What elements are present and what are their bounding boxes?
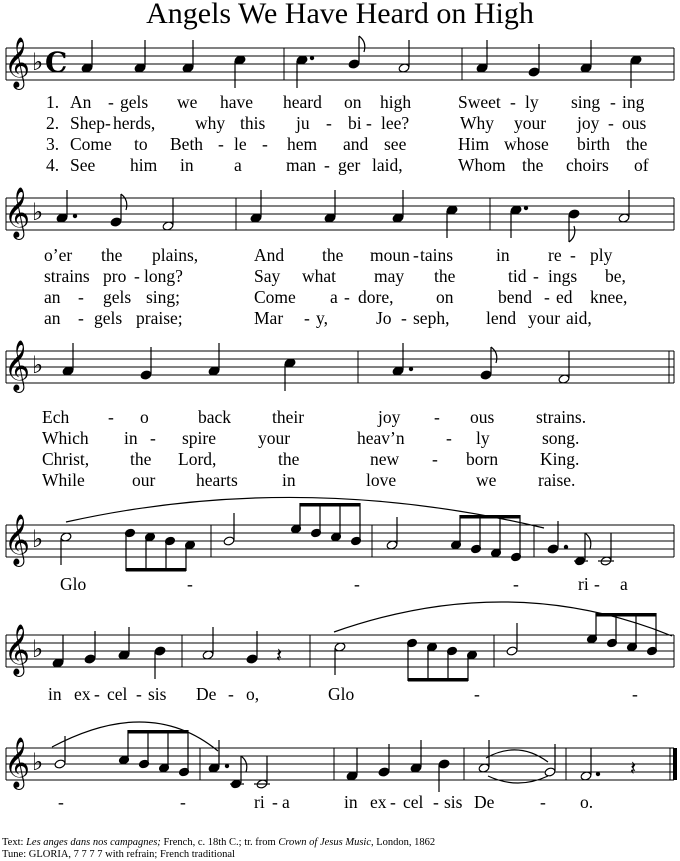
- lyric-syllable: new: [370, 449, 400, 469]
- lyrics-system-5: [48, 684, 638, 704]
- lyric-syllable: Whom: [458, 155, 506, 175]
- lyric-syllable: -: [544, 287, 550, 307]
- lyric-syllable: -: [594, 574, 600, 594]
- staff-system-6: [6, 748, 677, 780]
- lyric-syllable: -: [262, 134, 268, 154]
- lyric-syllable: -: [134, 266, 140, 286]
- lyric-syllable: whose: [504, 134, 549, 154]
- lyric-syllable: ed: [556, 287, 573, 307]
- lyric-syllable: tains: [420, 245, 454, 265]
- lyric-syllable: your: [514, 113, 547, 133]
- lyric-syllable: an: [44, 287, 61, 307]
- lyric-syllable: -: [304, 308, 310, 328]
- lyric-syllable: pro: [103, 266, 127, 286]
- lyric-syllable: -: [366, 113, 372, 133]
- lyric-syllable: dore,: [358, 287, 394, 307]
- lyric-syllable: a: [620, 574, 628, 594]
- lyric-syllable: the: [322, 245, 344, 265]
- lyric-syllable: ri: [578, 574, 589, 594]
- text-credit: [2, 837, 435, 849]
- tune-credit: Tune: GLORIA, 7 7 7 7 with refrain; French traditional: [2, 849, 235, 860]
- lyric-syllable: in: [496, 245, 510, 265]
- lyric-syllable: ous: [470, 407, 495, 427]
- lyric-syllable: -: [510, 92, 516, 112]
- lyric-syllable: o’er: [44, 245, 73, 265]
- lyric-syllable: this: [240, 113, 266, 133]
- lyric-syllable: y,: [316, 308, 328, 328]
- lyric-syllable: De: [196, 684, 217, 704]
- lyric-syllable: hem: [287, 134, 318, 154]
- lyric-syllable: bend: [498, 287, 533, 307]
- lyric-syllable: ly: [525, 92, 539, 112]
- lyric-syllable: ous: [622, 113, 647, 133]
- lyric-syllable: we: [177, 92, 198, 112]
- lyric-syllable: spire: [182, 428, 217, 448]
- lyric-syllable: high: [380, 92, 412, 112]
- lyric-syllable: plains,: [152, 245, 199, 265]
- quarter-rest-icon: 𝄽: [276, 643, 283, 667]
- lyric-syllable: Glo: [60, 574, 87, 594]
- flat-sign-icon: ♭: [32, 748, 44, 776]
- lyric-syllable: lee?: [381, 113, 410, 133]
- slur: [66, 497, 544, 528]
- lyric-syllable: a: [330, 287, 338, 307]
- lyric-syllable: gels: [120, 92, 149, 112]
- lyric-syllable: tid: [508, 266, 527, 286]
- treble-clef-icon: 𝄞: [4, 37, 31, 88]
- verse-number: 3.: [46, 134, 60, 154]
- verse-number: 2.: [46, 113, 60, 133]
- lyric-syllable: -: [401, 308, 407, 328]
- lyric-syllable: in: [344, 792, 358, 812]
- lyric-syllable: choirs: [566, 155, 609, 175]
- lyric-syllable: -: [446, 428, 452, 448]
- flat-sign-icon: ♭: [32, 635, 44, 663]
- lyric-syllable: praise;: [136, 308, 183, 328]
- lyric-syllable: -: [228, 684, 234, 704]
- lyric-syllable: -: [94, 684, 100, 704]
- lyrics-system-2: [44, 245, 627, 328]
- lyric-syllable: -: [433, 792, 439, 812]
- slur: [52, 722, 218, 751]
- lyric-syllable: See: [70, 155, 96, 175]
- lyric-syllable: heav’n: [357, 428, 405, 448]
- lyrics-system-4: [60, 574, 628, 594]
- lyric-syllable: birth: [577, 134, 611, 154]
- lyric-syllable: Him: [458, 134, 490, 154]
- lyric-syllable: on: [344, 92, 362, 112]
- lyric-syllable: -: [432, 449, 438, 469]
- lyric-syllable: And: [254, 245, 285, 265]
- lyric-syllable: -: [390, 792, 396, 812]
- lyric-syllable: born: [466, 449, 499, 469]
- lyric-syllable: sis: [148, 684, 167, 704]
- lyric-syllable: may: [374, 266, 405, 286]
- lyric-syllable: Ech: [42, 407, 70, 427]
- lyric-syllable: -: [610, 92, 616, 112]
- lyric-syllable: -: [570, 245, 576, 265]
- lyric-syllable: le: [234, 134, 247, 154]
- lyric-syllable: -: [150, 428, 156, 448]
- lyric-syllable: -: [272, 792, 278, 812]
- lyric-syllable: long?: [144, 266, 183, 286]
- lyric-syllable: ger: [338, 155, 361, 175]
- slur: [334, 602, 672, 636]
- lyric-syllable: -: [108, 92, 114, 112]
- hymn-title: Angels We Have Heard on High: [146, 0, 534, 30]
- treble-clef-icon: 𝄞: [4, 737, 31, 788]
- credits: [2, 837, 435, 861]
- lyric-syllable: of: [634, 155, 649, 175]
- lyric-syllable: o: [140, 407, 149, 427]
- credit-source: Crown of Jesus Music: [278, 837, 371, 848]
- lyric-syllable: Come: [254, 287, 296, 307]
- lyric-syllable: back: [198, 407, 232, 427]
- lyric-syllable: Sweet: [458, 92, 501, 112]
- lyric-syllable: your: [258, 428, 291, 448]
- lyric-syllable: on: [436, 287, 454, 307]
- lyric-syllable: raise.: [538, 470, 576, 490]
- lyrics-system-1: [46, 92, 649, 175]
- lyric-syllable: -: [180, 792, 186, 812]
- treble-clef-icon: 𝄞: [4, 340, 31, 391]
- lyric-syllable: ju: [296, 113, 310, 133]
- lyric-syllable: ply: [590, 245, 613, 265]
- lyric-syllable: -: [187, 574, 193, 594]
- lyrics-system-6: [58, 792, 593, 812]
- lyric-syllable: in: [48, 684, 62, 704]
- notes-system-6: [52, 722, 636, 792]
- lyric-syllable: your: [528, 308, 561, 328]
- lyric-syllable: the: [130, 449, 152, 469]
- lyric-syllable: -: [136, 684, 142, 704]
- credit-label: Text:: [2, 837, 27, 848]
- lyric-syllable: knee,: [590, 287, 628, 307]
- lyric-syllable: ex: [370, 792, 387, 812]
- verse-number: 1.: [46, 92, 60, 112]
- lyric-syllable: sing;: [146, 287, 181, 307]
- lyric-syllable: -: [632, 684, 638, 704]
- lyric-syllable: him: [130, 155, 158, 175]
- lyric-syllable: -: [218, 134, 224, 154]
- treble-clef-icon: 𝄞: [4, 514, 31, 565]
- lyric-syllable: gels: [94, 308, 123, 328]
- lyric-syllable: bi: [348, 113, 362, 133]
- lyric-syllable: lend: [486, 308, 517, 328]
- lyric-syllable: Christ,: [42, 449, 90, 469]
- lyric-syllable: in: [282, 470, 296, 490]
- lyric-syllable: the: [434, 266, 456, 286]
- staff-system-1: [6, 48, 674, 80]
- lyric-syllable: a: [234, 155, 242, 175]
- flat-sign-icon: ♭: [32, 198, 44, 226]
- lyric-syllable: De: [474, 792, 495, 812]
- lyric-syllable: Lord,: [178, 449, 217, 469]
- lyric-syllable: have: [220, 92, 254, 112]
- verse-number: 4.: [46, 155, 60, 175]
- lyric-syllable: sing: [571, 92, 601, 112]
- lyric-syllable: to: [134, 134, 148, 154]
- lyric-syllable: Shep-: [70, 113, 111, 133]
- lyric-syllable: sis: [444, 792, 463, 812]
- lyric-syllable: a: [282, 792, 290, 812]
- lyric-syllable: -: [354, 574, 360, 594]
- lyric-syllable: the: [278, 449, 300, 469]
- lyric-syllable: hearts: [196, 470, 238, 490]
- lyric-syllable: what: [302, 266, 337, 286]
- lyric-syllable: an: [44, 308, 61, 328]
- lyric-syllable: o.: [580, 792, 594, 812]
- lyric-syllable: Say: [254, 266, 281, 286]
- lyric-syllable: -: [58, 792, 64, 812]
- lyric-syllable: -: [108, 407, 114, 427]
- quarter-rest-icon: 𝄽: [630, 756, 637, 780]
- lyric-syllable: laid,: [372, 155, 403, 175]
- lyric-syllable: While: [42, 470, 85, 490]
- lyric-syllable: man: [286, 155, 317, 175]
- credit-title: Les anges dans nos campagnes;: [26, 837, 161, 848]
- flat-sign-icon: ♭: [32, 48, 44, 76]
- lyric-syllable: herds,: [113, 113, 156, 133]
- lyric-syllable: be,: [605, 266, 626, 286]
- lyric-syllable: ri: [254, 792, 265, 812]
- lyric-syllable: our: [132, 470, 156, 490]
- lyric-syllable: Mar: [254, 308, 284, 328]
- lyric-syllable: in: [124, 428, 138, 448]
- lyric-syllable: -: [413, 245, 419, 265]
- lyric-syllable: -: [513, 574, 519, 594]
- lyric-syllable: love: [366, 470, 397, 490]
- lyric-syllable: ly: [476, 428, 490, 448]
- lyric-syllable: in: [180, 155, 194, 175]
- lyric-syllable: Which: [42, 428, 89, 448]
- lyric-syllable: cel: [107, 684, 128, 704]
- lyric-syllable: ex: [74, 684, 91, 704]
- lyric-syllable: -: [78, 308, 84, 328]
- lyric-syllable: their: [272, 407, 305, 427]
- lyric-syllable: Come: [70, 134, 112, 154]
- lyric-syllable: cel: [403, 792, 424, 812]
- lyric-syllable: we: [476, 470, 497, 490]
- lyric-syllable: An: [70, 92, 92, 112]
- lyric-syllable: Jo: [376, 308, 392, 328]
- lyric-syllable: re: [548, 245, 562, 265]
- lyric-syllable: -: [608, 113, 614, 133]
- lyric-syllable: why: [195, 113, 226, 133]
- time-signature: C: [45, 46, 68, 79]
- lyric-syllable: Why: [460, 113, 495, 133]
- lyric-syllable: -: [533, 266, 539, 286]
- lyric-syllable: and: [343, 134, 369, 154]
- treble-clef-icon: 𝄞: [4, 624, 31, 675]
- lyric-syllable: -: [78, 287, 84, 307]
- notes-system-4: [60, 497, 614, 571]
- credit-mid: French, c. 18th C.; tr. from: [160, 837, 279, 848]
- lyric-syllable: seph,: [413, 308, 450, 328]
- flat-sign-icon: ♭: [32, 525, 44, 553]
- lyric-syllable: the: [522, 155, 544, 175]
- lyric-syllable: Glo: [328, 684, 355, 704]
- credit-end: , London, 1862: [371, 837, 436, 848]
- lyric-syllable: see: [384, 134, 407, 154]
- lyric-syllable: o,: [246, 684, 260, 704]
- lyric-syllable: ings: [548, 266, 578, 286]
- lyric-syllable: -: [324, 155, 330, 175]
- lyric-syllable: the: [626, 134, 648, 154]
- notes-system-5: [52, 602, 672, 682]
- lyric-syllable: joy: [378, 407, 401, 427]
- lyric-syllable: strains: [44, 266, 90, 286]
- lyric-syllable: -: [344, 287, 350, 307]
- lyric-syllable: aid,: [566, 308, 592, 328]
- lyric-syllable: -: [434, 407, 440, 427]
- lyric-syllable: song.: [542, 428, 580, 448]
- lyric-syllable: -: [474, 684, 480, 704]
- lyric-syllable: Beth: [170, 134, 204, 154]
- lyric-syllable: gels: [103, 287, 132, 307]
- lyric-syllable: -: [326, 113, 332, 133]
- lyrics-system-3: [42, 407, 586, 490]
- lyric-syllable: -: [540, 792, 546, 812]
- lyric-syllable: King.: [540, 449, 580, 469]
- lyric-syllable: strains.: [536, 407, 587, 427]
- lyric-syllable: ing: [622, 92, 645, 112]
- lyric-syllable: heard: [283, 92, 322, 112]
- lyric-syllable: joy: [577, 113, 600, 133]
- lyric-syllable: moun: [370, 245, 410, 265]
- lyric-syllable: the: [101, 245, 123, 265]
- staff-system-3: [6, 351, 674, 383]
- flat-sign-icon: ♭: [32, 351, 44, 379]
- treble-clef-icon: 𝄞: [4, 187, 31, 238]
